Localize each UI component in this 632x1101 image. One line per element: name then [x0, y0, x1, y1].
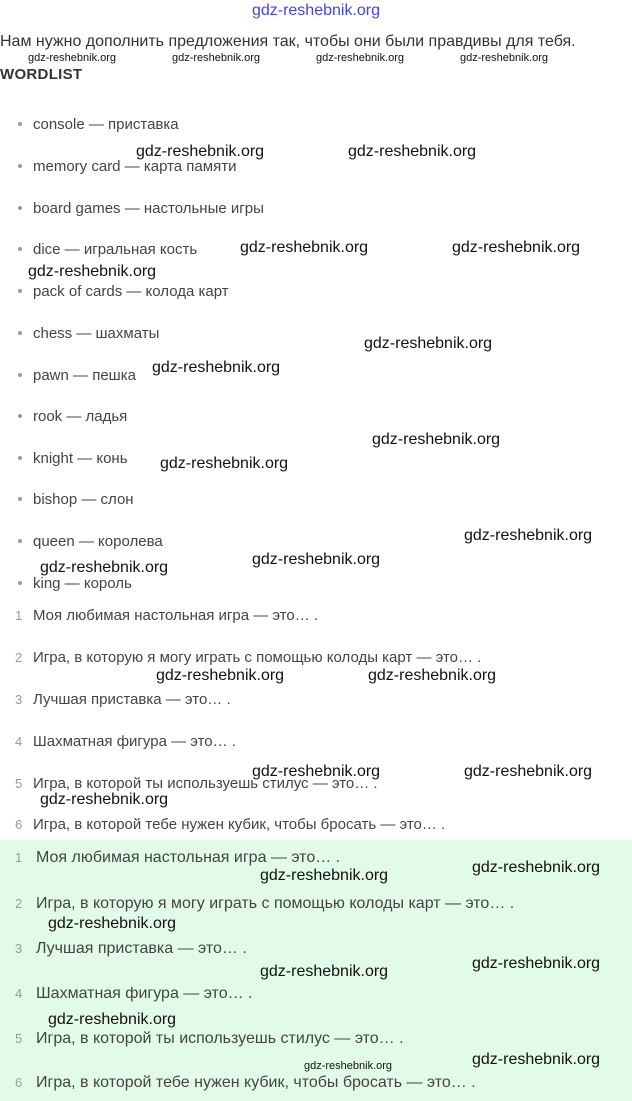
question-number: 6	[15, 817, 23, 832]
intro-text: Нам нужно дополнить предложения так, чтобы они были правдивы для тебя.	[0, 33, 576, 50]
watermark: gdz-reshebnik.org	[472, 955, 601, 972]
watermark: gdz-reshebnik.org	[252, 551, 381, 568]
wordlist-item-text: memory card — карта памяти	[33, 158, 237, 175]
watermark: gdz-reshebnik.org	[172, 52, 261, 64]
wordlist-item-text: pawn — пешка	[33, 367, 136, 384]
watermark: gdz-reshebnik.org	[348, 143, 477, 160]
wordlist-item-text: chess — шахматы	[33, 325, 160, 342]
watermark: gdz-reshebnik.org	[160, 455, 289, 472]
watermark: gdz-reshebnik.org	[156, 667, 285, 684]
wordlist-item-text: board games — настольные игры	[33, 200, 264, 217]
question-number: 2	[15, 650, 23, 665]
wordlist-item-text: king — король	[33, 575, 132, 592]
answer-number: 6	[15, 1075, 23, 1090]
watermark: gdz-reshebnik.org	[152, 359, 281, 376]
wordlist-item	[18, 240, 197, 260]
bullet-icon	[18, 206, 22, 210]
question-text: Моя любимая настольная игра — это… .	[33, 607, 319, 624]
watermark: gdz-reshebnik.org	[368, 667, 497, 684]
question-item	[15, 690, 231, 710]
wordlist-item-text: console — приставка	[33, 116, 179, 133]
answer-item	[15, 848, 340, 868]
watermark: gdz-reshebnik.org	[472, 859, 601, 876]
question-text: Игра, в которую я могу играть с помощью колоды карт — это… .	[33, 649, 482, 666]
wordlist-heading: WORDLIST	[0, 66, 83, 83]
watermark: gdz-reshebnik.org	[316, 52, 405, 64]
watermark: gdz-reshebnik.org	[364, 335, 493, 352]
wordlist-item	[18, 115, 179, 135]
watermark: gdz-reshebnik.org	[48, 1011, 177, 1028]
watermark: gdz-reshebnik.org	[304, 1060, 393, 1072]
bullet-icon	[18, 289, 22, 293]
bullet-icon	[18, 414, 22, 418]
wordlist-item	[18, 282, 229, 302]
question-number: 3	[15, 692, 23, 707]
wordlist-item	[18, 366, 136, 386]
answer-text: Лучшая приставка — это… .	[36, 940, 247, 957]
question-text: Игра, в которой тебе нужен кубик, чтобы бросать — это… .	[33, 816, 446, 833]
question-number: 1	[15, 608, 23, 623]
wordlist-item	[18, 199, 264, 219]
watermark: gdz-reshebnik.org	[372, 431, 501, 448]
watermark: gdz-reshebnik.org	[40, 791, 169, 808]
watermark: gdz-reshebnik.org	[252, 763, 381, 780]
watermark: gdz-reshebnik.org	[464, 763, 593, 780]
bullet-icon	[18, 497, 22, 501]
watermark: gdz-reshebnik.org	[460, 52, 549, 64]
bullet-icon	[18, 247, 22, 251]
wordlist-item-text: knight — конь	[33, 450, 128, 467]
wordlist-item-text: dice — игральная кость	[33, 241, 198, 258]
watermark: gdz-reshebnik.org	[260, 867, 389, 884]
answer-number: 3	[15, 941, 23, 956]
answer-text: Игра, в которой ты используешь стилус — это… .	[36, 1030, 404, 1047]
question-text: Игра, в которой ты используешь стилус — это… .	[33, 775, 378, 792]
answer-item	[15, 1029, 404, 1049]
answer-number: 2	[15, 896, 23, 911]
answer-text: Шахматная фигура — это… .	[36, 985, 253, 1002]
answer-text: Игра, в которую я могу играть с помощью колоды карт — это… .	[36, 895, 515, 912]
answer-number: 4	[15, 986, 23, 1001]
answer-item	[15, 984, 252, 1004]
question-item	[15, 606, 318, 626]
question-item	[15, 732, 236, 752]
site-header[interactable]: gdz-reshebnik.org	[251, 2, 381, 19]
bullet-icon	[18, 539, 22, 543]
bullet-icon	[18, 164, 22, 168]
wordlist-item	[18, 324, 159, 344]
wordlist-item	[18, 532, 163, 552]
answer-number: 1	[15, 850, 23, 865]
watermark: gdz-reshebnik.org	[260, 963, 389, 980]
wordlist-item	[18, 490, 134, 510]
wordlist-item	[18, 574, 132, 594]
question-text: Лучшая приставка — это… .	[33, 691, 231, 708]
watermark: gdz-reshebnik.org	[48, 915, 177, 932]
wordlist-item	[18, 407, 127, 427]
watermark: gdz-reshebnik.org	[28, 52, 117, 64]
wordlist-item-text: pack of cards — колода карт	[33, 283, 229, 300]
answer-text: Игра, в которой тебе нужен кубик, чтобы бросать — это… .	[36, 1074, 476, 1091]
watermark: gdz-reshebnik.org	[40, 559, 169, 576]
watermark: gdz-reshebnik.org	[472, 1051, 601, 1068]
answer-number: 5	[15, 1031, 23, 1046]
answer-item	[15, 939, 247, 959]
wordlist-item-text: bishop — слон	[33, 491, 134, 508]
wordlist-item-text: rook — ладья	[33, 408, 128, 425]
watermark: gdz-reshebnik.org	[240, 239, 369, 256]
answer-item	[15, 1073, 476, 1093]
watermark: gdz-reshebnik.org	[464, 527, 593, 544]
watermark: gdz-reshebnik.org	[452, 239, 581, 256]
question-item	[15, 648, 481, 668]
question-text: Шахматная фигура — это… .	[33, 733, 236, 750]
question-item	[15, 815, 445, 835]
answer-item	[15, 894, 514, 914]
bullet-icon	[18, 373, 22, 377]
bullet-icon	[18, 581, 22, 585]
watermark: gdz-reshebnik.org	[136, 143, 265, 160]
wordlist-item-text: queen — королева	[33, 533, 163, 550]
question-number: 4	[15, 734, 23, 749]
bullet-icon	[18, 331, 22, 335]
bullet-icon	[18, 122, 22, 126]
answer-text: Моя любимая настольная игра — это… .	[36, 849, 341, 866]
bullet-icon	[18, 456, 22, 460]
wordlist-item	[18, 449, 128, 469]
watermark: gdz-reshebnik.org	[28, 263, 157, 280]
question-number: 5	[15, 776, 23, 791]
